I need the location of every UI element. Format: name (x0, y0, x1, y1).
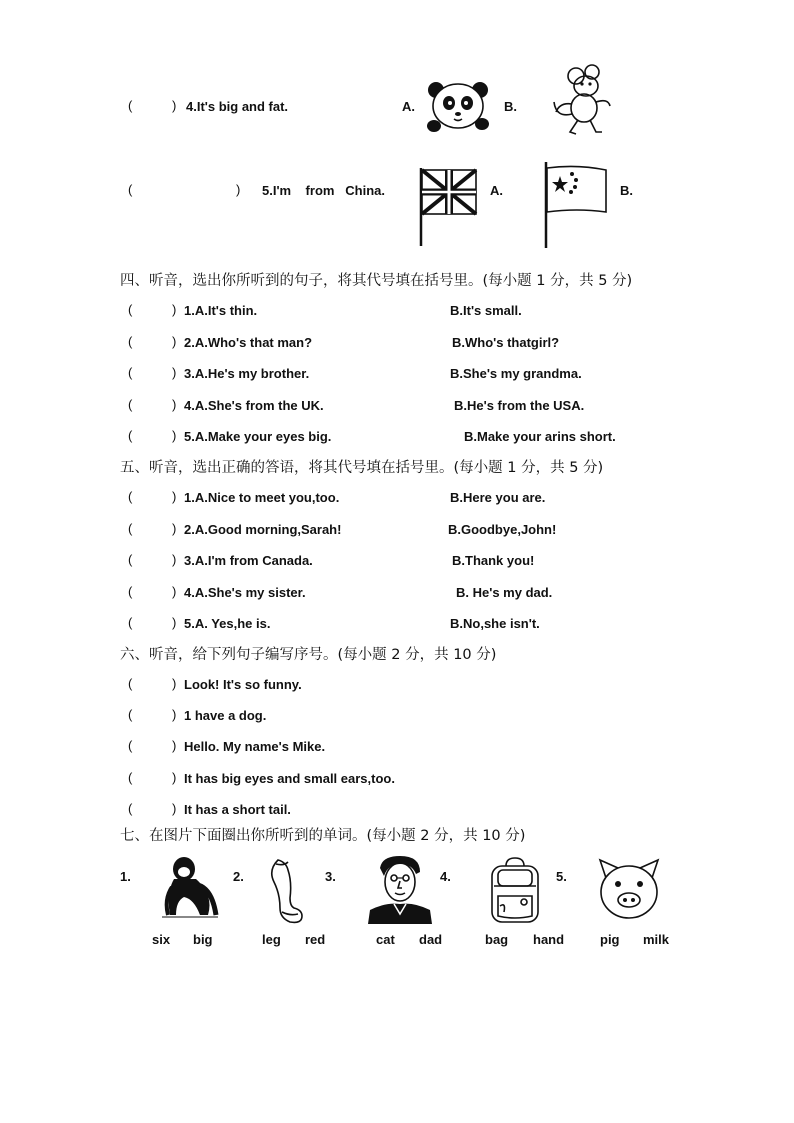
answer-paren-close: ) (172, 676, 177, 691)
answer-paren-close: ) (172, 738, 177, 754)
option-a-text: 1.A.It's thin. (184, 303, 258, 318)
mouse-icon (550, 62, 620, 138)
answer-paren-close: ) (236, 182, 241, 197)
answer-paren-open: ( (128, 182, 133, 197)
answer-paren-close: ) (172, 333, 177, 349)
item-number: 1. (120, 869, 131, 884)
backpack-icon (484, 856, 546, 926)
answer-paren-close: ) (172, 98, 177, 113)
item-number: 3. (325, 869, 336, 884)
answer-paren-open: ( (128, 396, 133, 412)
answer-paren-open: ( (128, 428, 133, 443)
option-b-text: B.Make your arins short. (464, 429, 616, 444)
word-option: leg (262, 932, 281, 947)
answer-paren-close: ) (172, 552, 177, 567)
option-a-text: 2.A.Good morning,Sarah! (184, 521, 342, 537)
sentence-text: 1 have a dog. (184, 708, 267, 724)
answer-paren-close: ) (172, 583, 177, 599)
item-number: 5. (556, 869, 567, 884)
sentence-text: It has a short tail. (184, 801, 291, 817)
answer-paren-close: ) (172, 769, 177, 785)
answer-paren-open: ( (128, 520, 133, 536)
answer-paren-open: ( (128, 333, 133, 349)
word-option: pig (600, 932, 620, 947)
option-b-text: B.Goodbye,John! (448, 521, 557, 537)
option-b-text: B.Who's thatgirl? (452, 334, 560, 350)
option-a-label: A. (490, 183, 503, 198)
answer-paren-close: ) (172, 396, 177, 412)
section-4-title: 四、听音，选出你所听到的句子，将其代号填在括号里。(每小题 1 分，共 5 分) (120, 273, 633, 289)
word-option: red (305, 932, 326, 947)
answer-paren-open: ( (128, 583, 133, 599)
question-5-text: 5.I'm from China. (262, 183, 385, 198)
china-flag-icon (542, 160, 612, 250)
answer-paren-close: ) (172, 520, 177, 536)
answer-paren-close: ) (172, 707, 177, 723)
option-b-text: B.No,she isn't. (450, 616, 540, 631)
item-number: 2. (233, 869, 244, 884)
answer-paren-open: ( (128, 738, 133, 754)
uk-flag-icon (418, 166, 480, 248)
sentence-text: It has big eyes and small ears,too. (184, 770, 395, 786)
word-option: dad (419, 932, 443, 947)
panda-icon (424, 76, 494, 136)
option-b-text: B.She's my grandma. (450, 366, 582, 381)
answer-paren-close: ) (172, 800, 177, 816)
answer-paren-open: ( (128, 302, 133, 317)
man-portrait-icon (366, 854, 434, 926)
option-b-label: B. (504, 99, 517, 114)
word-option: big (193, 932, 213, 947)
answer-paren-open: ( (128, 615, 133, 630)
word-option: hand (533, 932, 565, 947)
option-a-label: A. (402, 99, 415, 114)
option-a-text: 2.A.Who's that man? (184, 334, 313, 350)
answer-paren-open: ( (128, 365, 133, 380)
option-a-text: 5.A. Yes,he is. (184, 616, 271, 631)
section-7-title: 七、在图片下面圈出你所听到的单词。(每小题 2 分，共 10 分) (120, 828, 526, 844)
answer-paren-open: ( (128, 489, 133, 504)
item-number: 4. (440, 869, 451, 884)
option-a-text: 1.A.Nice to meet you,too. (184, 490, 340, 505)
option-b-text: B.He's from the USA. (454, 397, 585, 413)
answer-paren-open: ( (128, 98, 133, 113)
word-option: milk (643, 932, 670, 947)
question-4-text: 4.It's big and fat. (186, 99, 289, 114)
section-5-title: 五、听音，选出正确的答语，将其代号填在括号里。(每小题 1 分，共 5 分) (120, 460, 604, 476)
option-b-text: B.Thank you! (452, 553, 535, 568)
answer-paren-close: ) (172, 489, 177, 504)
answer-paren-open: ( (128, 769, 133, 785)
answer-paren-close: ) (172, 428, 177, 443)
answer-paren-open: ( (128, 707, 133, 723)
answer-paren-open: ( (128, 800, 133, 816)
sentence-text: Look! It's so funny. (184, 677, 302, 692)
word-option: cat (376, 932, 395, 947)
sentence-text: Hello. My name's Mike. (184, 739, 326, 755)
answer-paren-close: ) (172, 302, 177, 317)
option-b-text: B.It's small. (450, 303, 522, 318)
option-b-text: B. He's my dad. (456, 584, 553, 600)
gorilla-icon (158, 853, 222, 923)
option-b-text: B.Here you are. (450, 490, 546, 505)
word-option: six (152, 932, 171, 947)
option-a-text: 4.A.She's from the UK. (184, 397, 324, 413)
option-a-text: 3.A.I'm from Canada. (184, 553, 313, 568)
option-a-text: 4.A.She's my sister. (184, 584, 306, 600)
option-a-text: 5.A.Make your eyes big. (184, 429, 332, 444)
answer-paren-close: ) (172, 365, 177, 380)
answer-paren-open: ( (128, 552, 133, 567)
option-b-label: B. (620, 183, 633, 198)
word-option: bag (485, 932, 509, 947)
answer-paren-open: ( (128, 676, 133, 691)
answer-paren-close: ) (172, 615, 177, 630)
option-a-text: 3.A.He's my brother. (184, 366, 310, 381)
leg-icon (264, 856, 308, 928)
pig-icon (594, 856, 664, 922)
section-6-title: 六、听音，给下列句子编写序号。(每小题 2 分，共 10 分) (120, 647, 497, 663)
